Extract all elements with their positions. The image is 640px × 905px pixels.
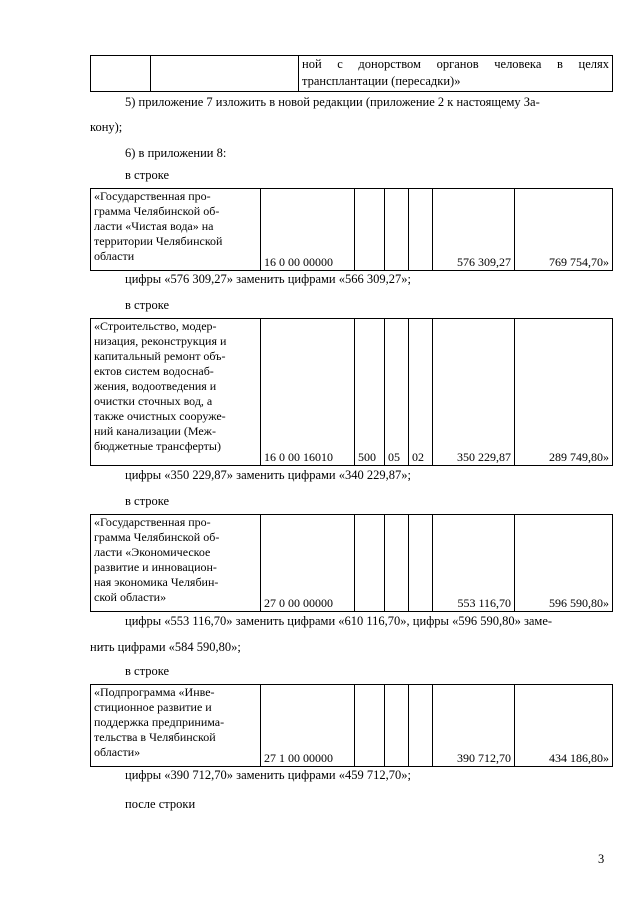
budget-row-table — [90, 514, 613, 612]
expense-type-cell: 500 — [355, 319, 385, 466]
replace-instruction: цифры «553 116,70» заменить цифрами «610 116,70», цифры «596 590,80» заме- — [125, 614, 553, 628]
row-name: «Строительство, модер- низация, реконструкция и капитальный ремонт объ- ектов систем водоснаб- жения, водоотведения и очистки сточных вод, а также очистных сооруже- ний канализации (Меж- бюджетные трансферты) — [91, 319, 261, 466]
page-number: 3 — [598, 852, 605, 866]
amount-2: 434 186,80» — [515, 685, 613, 767]
expense-type-cell — [355, 685, 385, 767]
classification-code: 27 1 00 00000 — [261, 685, 355, 767]
in-row-label: в строке — [125, 494, 170, 508]
replace-instruction: цифры «350 229,87» заменить цифрами «340 229,87»; — [125, 468, 411, 482]
row-name: «Государственная про- грамма Челябинской об- ласти «Чистая вода» на территории Челябинской области — [91, 189, 261, 271]
classification-code: 27 0 00 00000 — [261, 515, 355, 612]
in-row-label: в строке — [125, 168, 170, 182]
amount-1: 350 229,87 — [433, 319, 515, 466]
empty-cell — [151, 56, 299, 92]
section-cell: 05 — [385, 319, 409, 466]
replace-instruction: цифры «576 309,27» заменить цифрами «566 309,27»; — [125, 272, 411, 286]
classification-code: 16 0 00 16010 — [261, 319, 355, 466]
subsection-cell — [409, 515, 433, 612]
row-name: «Государственная про- грамма Челябинской об- ласти «Экономическое развитие и инновацион- ная экономика Челябин- ской области» — [91, 515, 261, 612]
section-cell — [385, 189, 409, 271]
budget-row-table — [90, 188, 613, 271]
continuation-table — [90, 55, 613, 92]
replace-instruction-cont: нить цифрами «584 590,80»; — [90, 640, 241, 654]
amount-1: 553 116,70 — [433, 515, 515, 612]
amount-2: 289 749,80» — [515, 319, 613, 466]
item-5-line-1: 5) приложение 7 изложить в новой редакции (приложение 2 к настоящему За- — [125, 95, 540, 109]
budget-row-table — [90, 684, 613, 767]
in-row-label: в строке — [125, 298, 170, 312]
after-row-label: после строки — [125, 797, 196, 811]
section-cell — [385, 515, 409, 612]
classification-code: 16 0 00 00000 — [261, 189, 355, 271]
amount-1: 576 309,27 — [433, 189, 515, 271]
amount-2: 596 590,80» — [515, 515, 613, 612]
section-cell — [385, 685, 409, 767]
subsection-cell — [409, 685, 433, 767]
amount-1: 390 712,70 — [433, 685, 515, 767]
budget-row-table — [90, 318, 613, 466]
subsection-cell — [409, 189, 433, 271]
row-name: «Подпрограмма «Инве- стиционное развитие и поддержка предпринима- тельства в Челябинской области» — [91, 685, 261, 767]
empty-cell — [91, 56, 151, 92]
in-row-label: в строке — [125, 664, 170, 678]
expense-type-cell — [355, 515, 385, 612]
replace-instruction: цифры «390 712,70» заменить цифрами «459 712,70»; — [125, 768, 411, 782]
amount-2: 769 754,70» — [515, 189, 613, 271]
subsection-cell: 02 — [409, 319, 433, 466]
item-6: 6) в приложении 8: — [125, 146, 227, 160]
expense-type-cell — [355, 189, 385, 271]
table-cell-text: ной с донорством органов человека в целях трансплантации (пересадки)» — [299, 56, 613, 92]
item-5-line-2: кону); — [90, 120, 123, 134]
